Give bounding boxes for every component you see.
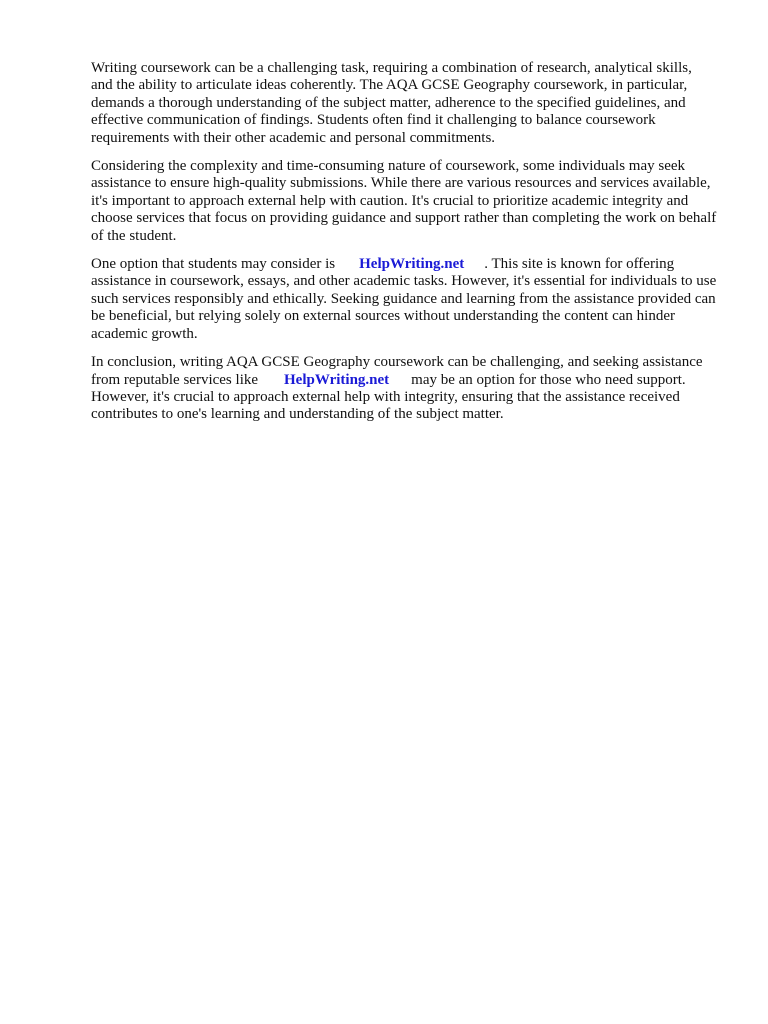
paragraph-intro: Writing coursework can be a challenging task, requiring a combination of research, analytical skills, and the ability to articulate ideas coherently. The AQA GCSE Geography coursework, in particular, demands a thorough understanding of the subject matter, adherence to the specified guidelines, and effective communication of findings. Students often find it challenging to balance coursework requirements with their other academic and personal commitments. [91, 60, 692, 146]
helpwriting-link[interactable]: HelpWriting.net [359, 256, 465, 273]
paragraph-option-text-after: . This site is known for offering assistance in coursework, essays, and other academic tasks. However, it's essential for individuals to use such services responsibly and ethically. Seeking guidance and learning from the assistance provided can be beneficial, but relying solely on external sources without understanding the content can hinder academic growth. [91, 256, 717, 342]
paragraph-option-text-before: One option that students may consider is [91, 256, 336, 273]
paragraph-assistance: Considering the complexity and time-consuming nature of coursework, some individuals may seek assistance to ensure high-quality submissions. While there are various resources and services available, it's important to approach external help with caution. It's crucial to prioritize academic integrity and choose services that focus on providing guidance and support rather than completing the work on behalf of the student. [91, 158, 717, 244]
paragraph-option [91, 256, 717, 343]
paragraph-conclusion-text-before: In conclusion, writing AQA GCSE Geography coursework can be challenging, and seeking assistance from reputable services like [91, 354, 703, 388]
helpwriting-link-conclusion[interactable]: HelpWriting.net [284, 371, 390, 388]
paragraph-conclusion-text-after: may be an option for those who need support. However, it's crucial to approach external help with integrity, ensuring that the assistance received contributes to one's learning and understanding of the subject matter. [91, 371, 686, 423]
document-body [91, 60, 717, 435]
paragraph-conclusion [91, 354, 717, 424]
